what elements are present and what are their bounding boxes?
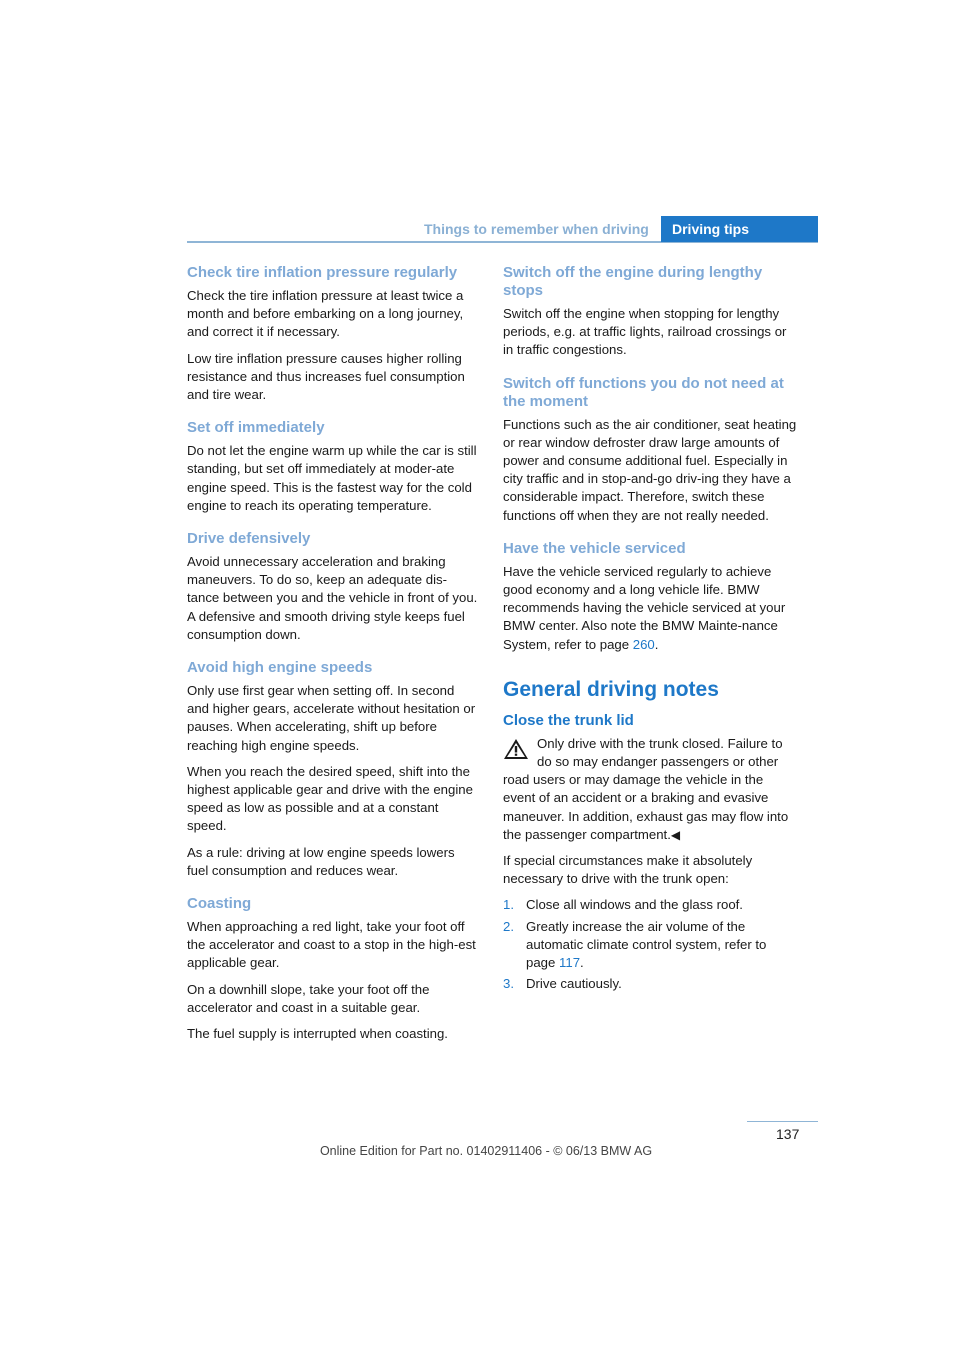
warning-triangle-icon <box>503 737 529 761</box>
warning-text-rest <box>503 771 799 844</box>
paragraph: Functions such as the air conditioner, seat heating or rear window defroster draw large amounts of power and consume additional fuel. Especially in city traffic and in stop-and-go driv-ing they have a considerable impact. Therefore, switch these functions off when they are not really needed. <box>503 416 797 523</box>
left-column <box>187 264 479 1058</box>
list-item <box>503 975 799 993</box>
paragraph <box>503 563 799 654</box>
page-link-260[interactable]: 260 <box>632 636 655 652</box>
punctuation: . <box>580 955 584 971</box>
paragraph: When approaching a red light, take your foot off the accelerator and coast to a stop in the high-est applicable gear. <box>187 919 476 971</box>
paragraph: As a rule: driving at low engine speeds lowers fuel consumption and reduces wear. <box>187 844 455 878</box>
footer-rule <box>747 1121 818 1122</box>
section-engine-speeds <box>187 659 479 880</box>
steps-list <box>503 896 799 993</box>
section-switch-off-functions <box>503 375 799 525</box>
section-coasting <box>187 895 479 1043</box>
warning-text: road users or may damage the vehicle in the event of an accident or a braking and evasive maneuver. In addition, exhaust gas may flow into the passenger compartment. <box>503 772 789 842</box>
step-text: Drive cautiously. <box>526 976 622 992</box>
paragraph: If special circumstances make it absolutely necessary to drive with the trunk open: <box>503 853 753 887</box>
section-set-off <box>187 419 479 515</box>
paragraph: When you reach the desired speed, shift into the highest applicable gear and drive with the engine speed as low as possible and at a constant speed. <box>187 763 473 834</box>
step-number: 2. <box>503 918 514 934</box>
section-title: Avoid high engine speeds <box>187 659 373 677</box>
section-title: Coasting <box>187 895 252 913</box>
warning-note <box>503 735 799 844</box>
page-number: 137 <box>776 1126 800 1142</box>
list-item <box>503 918 799 973</box>
list-item <box>503 896 799 914</box>
paragraph: Do not let the engine warm up while the car is still standing, but set off immediately at moder-ate engine speed. This is the fastest way for the cold engine to reach its operating temperature. <box>187 443 477 513</box>
paragraph-text: Have the vehicle serviced regularly to achieve good economy and a long vehicle life. BMW recommends having the vehicle serviced at your BMW center. Also note the BMW Mainte-nance System, refer to page <box>503 563 786 652</box>
section-tire-pressure <box>187 264 479 404</box>
paragraph: Low tire inflation pressure causes higher rolling resistance and thus increases fuel consumption and tire wear. <box>187 350 465 403</box>
step-number: 1. <box>503 897 514 913</box>
warning-text-first: Only drive with the trunk closed. Failure to do so may endanger passengers or other <box>537 735 783 770</box>
step-text: Greatly increase the air volume of the automatic climate control system, refer to page <box>526 918 767 971</box>
step-text: Close all windows and the glass roof. <box>526 897 743 913</box>
chapter-title: General driving notes <box>503 677 719 701</box>
page-link-117[interactable]: 117 <box>559 955 581 971</box>
section-title: Set off immediately <box>187 419 325 437</box>
paragraph: Avoid unnecessary acceleration and braking maneuvers. To do so, keep an adequate dis-tance between you and the vehicle in front of you. A defensive and smooth driving style keeps fuel consumption down. <box>187 554 478 642</box>
paragraph: The fuel supply is interrupted when coasting. <box>187 1026 448 1042</box>
section-title: Have the vehicle serviced <box>503 539 686 557</box>
header-chapter-tab: Driving tips <box>661 216 818 242</box>
step-number: 3. <box>503 976 514 992</box>
section-title: Check tire inflation pressure regularly <box>187 264 458 281</box>
punctuation: . <box>654 636 659 652</box>
section-title: Switch off the engine during lengthy stops <box>503 264 763 299</box>
right-column <box>503 264 799 996</box>
end-mark-icon: ◀ <box>670 827 681 842</box>
footer-edition: Online Edition for Part no. 01402911406 - © 06/13 BMW AG <box>319 1144 653 1158</box>
section-vehicle-serviced <box>503 540 799 654</box>
section-title: Drive defensively <box>187 530 311 548</box>
subsection-title: Close the trunk lid <box>503 711 634 729</box>
paragraph: On a downhill slope, take your foot off the accelerator and coast in a suitable gear. <box>187 981 430 1015</box>
header-section-title: Things to remember when driving <box>424 221 649 237</box>
section-drive-defensively <box>187 530 479 644</box>
section-switch-off-engine <box>503 264 799 360</box>
paragraph: Check the tire inflation pressure at least twice a month and before embarking on a long journey, and correct it if necessary. <box>187 288 464 340</box>
section-title: Switch off functions you do not need at the moment <box>503 374 784 410</box>
paragraph: Switch off the engine when stopping for lengthy periods, e.g. at traffic lights, railroad crossings or in traffic congestions. <box>503 306 787 358</box>
paragraph: Only use first gear when setting off. In second and higher gears, accelerate without hesitation or pauses. When accelerating, shift up before reaching high engine speeds. <box>187 683 476 753</box>
